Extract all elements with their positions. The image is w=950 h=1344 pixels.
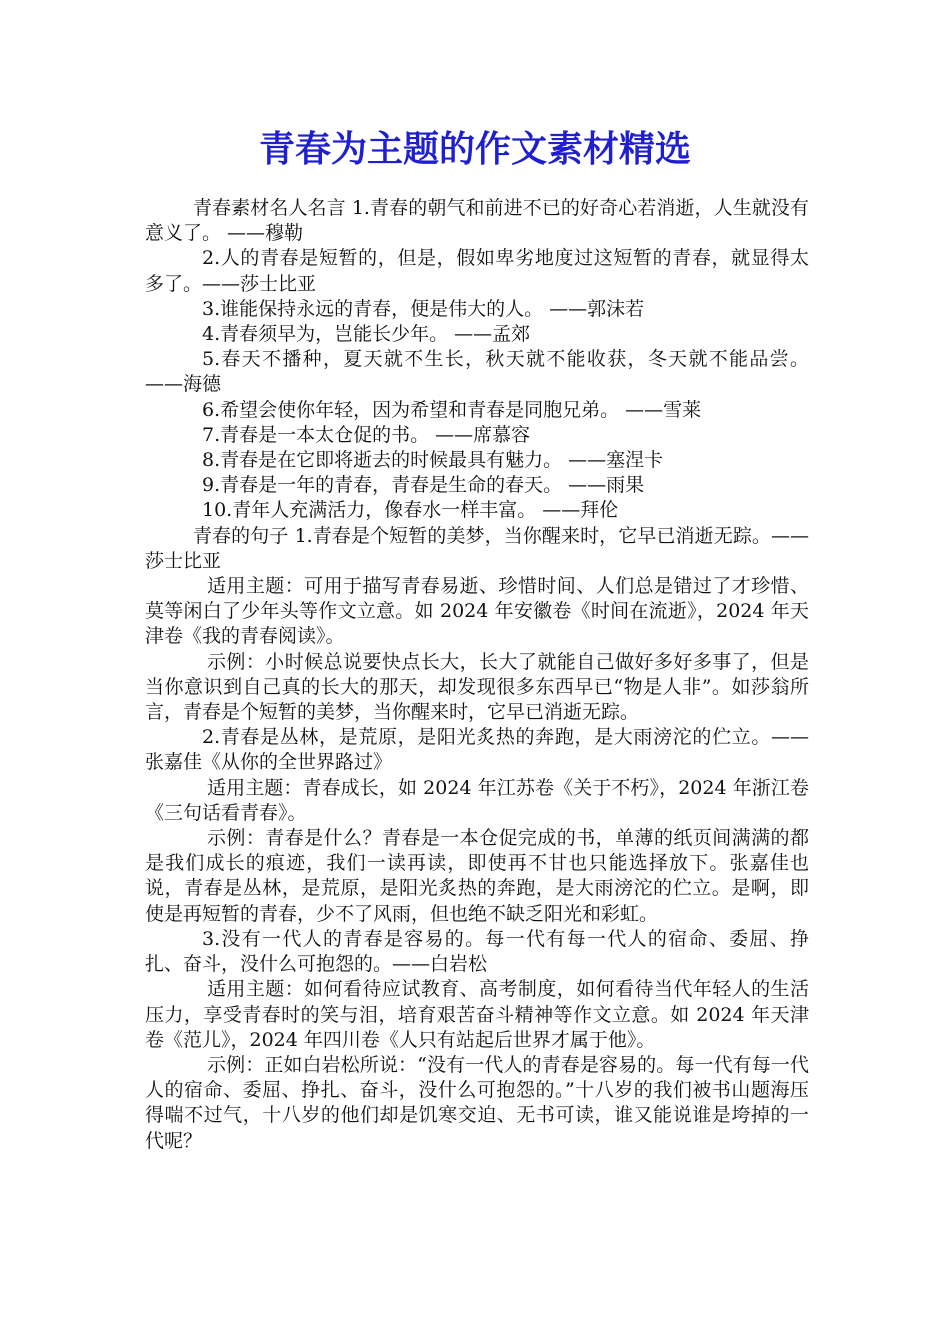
- paragraph: 示例：小时候总说要快点长大，长大了就能自己做好多好多事了，但是当你意识到自己真的长大的那天，却发现很多东西早已“物是人非”。如莎翁所言，青春是个短暂的美梦，当你醒来时，它早已消逝无踪。: [145, 650, 809, 724]
- paragraph: 10.青年人充满活力，像春水一样丰富。 ——拜伦: [202, 499, 619, 522]
- paragraph: 青春素材名人名言 1.青春的朝气和前进不已的好奇心若消逝，人生就没有意义了。 ——穆勒: [145, 197, 809, 245]
- paragraph: 8.青春是在它即将逝去的时候最具有魅力。 ——塞涅卡: [202, 449, 664, 472]
- paragraph: 示例：正如白岩松所说：“没有一代人的青春是容易的。每一代有每一代人的宿命、委屈、挣扎、奋斗，没什么可抱怨的。”十八岁的我们被书山题海压得喘不过气，十八岁的他们却是饥寒交迫、无书可读，谁又能说谁是垮掉的一代呢？: [145, 1053, 809, 1152]
- paragraph: 青春的句子 1.青春是个短暂的美梦，当你醒来时，它早已消逝无踪。——莎士比亚: [145, 524, 809, 572]
- paragraph: 2.青春是丛林，是荒原，是阳光炙热的奔跑，是大雨滂沱的伫立。——张嘉佳《从你的全世界路过》: [145, 726, 809, 774]
- paragraph: 5.春天不播种，夏天就不生长，秋天就不能收获，冬天就不能品尝。 ——海德: [145, 348, 809, 396]
- paragraph: 9.青春是一年的青春，青春是生命的春天。 ——雨果: [202, 474, 645, 497]
- paragraph: 3.没有一代人的青春是容易的。每一代有每一代人的宿命、委屈、挣扎、奋斗，没什么可抱怨的。——白岩松: [145, 927, 809, 976]
- paragraph: 适用主题：青春成长，如 2024 年江苏卷《关于不朽》，2024 年浙江卷《三句话看青春》。: [145, 776, 809, 824]
- document-body: [145, 196, 809, 1154]
- paragraph: 6.希望会使你年轻，因为希望和青春是同胞兄弟。 ——雪莱: [202, 398, 702, 421]
- paragraph: 7.青春是一本太仓促的书。 ——席慕容: [202, 423, 531, 446]
- paragraph: 3.谁能保持永远的青春，便是伟大的人。 ——郭沫若: [202, 297, 645, 320]
- paragraph: 2.人的青春是短暂的，但是，假如卑劣地度过这短暂的青春，就显得太多了。——莎士比亚: [145, 247, 809, 295]
- document-title: 青春为主题的作文素材精选: [258, 129, 691, 170]
- paragraph: 4.青春须早为，岂能长少年。 ——孟郊: [202, 323, 531, 346]
- paragraph: 适用主题：可用于描写青春易逝、珍惜时间、人们总是错过了才珍惜、莫等闲白了少年头等作文立意。如 2024 年安徽卷《时间在流逝》，2024 年天津卷《我的青春阅读》。: [145, 575, 809, 648]
- paragraph: 示例：青春是什么？青春是一本仓促完成的书，单薄的纸页间满满的都是我们成长的痕迹，我们一读再读，即使再不甘也只能选择放下。张嘉佳也说，青春是丛林，是荒原，是阳光炙热的奔跑，是大雨滂沱的伫立。是啊，即使是再短暂的青春，少不了风雨，但也绝不缺乏阳光和彩虹。: [145, 827, 809, 925]
- paragraph: 适用主题：如何看待应试教育、高考制度，如何看待当代年轻人的生活压力，享受青春时的笑与泪，培育艰苦奋斗精神等作文立意。如 2024 年天津卷《范儿》，2024 年四川卷《人只有站起后世界才属于他》。: [145, 978, 809, 1051]
